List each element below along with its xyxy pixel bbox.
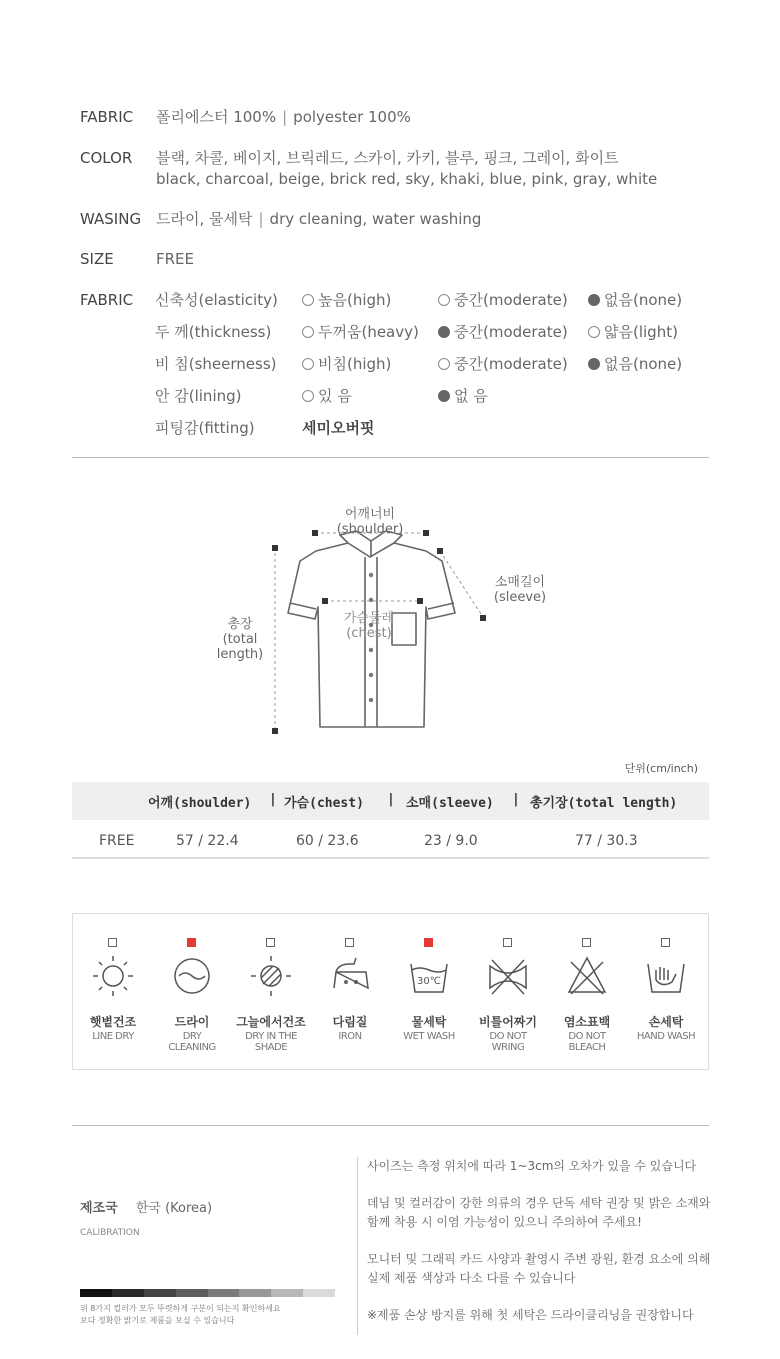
swatch (208, 1289, 240, 1297)
row-length: 77 / 30.3 (575, 833, 638, 849)
care-label-ko: 염소표백 (563, 1015, 611, 1029)
care-label-en-1: LINE DRY (92, 1031, 134, 1042)
length-label (208, 617, 272, 662)
washing-en: dry cleaning, water washing (269, 210, 482, 228)
calibration-swatches (80, 1289, 335, 1297)
checkbox-icon (187, 938, 196, 947)
note-monitor-1: 모니터 및 그래픽 카드 사양과 촬영시 주변 광원, 환경 요소에 의해 (367, 1252, 711, 1266)
property-name: 신축성(elasticity) (155, 291, 278, 309)
origin-value: 한국 (Korea) (135, 1201, 213, 1216)
property-option-label: 비침(high) (318, 355, 392, 373)
calibration-note-line: 위 8가지 컬러가 모두 뚜렷하게 구분이 되는지 확인하세요 (80, 1304, 281, 1313)
care-label-en (310, 1031, 390, 1042)
property-option-label: 없음(none) (604, 355, 683, 373)
no-bleach-icon (565, 954, 609, 998)
size-label: SIZE (80, 250, 114, 268)
sun-icon (91, 954, 135, 998)
length-en2: length) (216, 647, 264, 662)
property-option (438, 290, 568, 310)
row-shoulder: 57 / 22.4 (176, 833, 239, 849)
care-label-en-1: HAND WASH (636, 1031, 696, 1042)
header-sep-1: | (269, 792, 277, 807)
care-label-en-1: IRON (338, 1031, 362, 1042)
property-option (302, 290, 391, 310)
property-option (302, 322, 419, 342)
care-label-en (547, 1031, 627, 1053)
row-chest: 60 / 23.6 (296, 833, 359, 849)
swatch (80, 1289, 112, 1297)
shade-dry-icon (249, 954, 293, 998)
care-item (152, 914, 232, 1069)
washing-value: 드라이, 물세탁 | dry cleaning, water washing (156, 210, 482, 228)
care-label-en (389, 1031, 469, 1042)
property-option (438, 322, 568, 342)
size-table-row (72, 823, 709, 859)
color-ko: 블랙, 차콜, 베이지, 브릭레드, 스카이, 카키, 블루, 핑크, 그레이, 화이트 (156, 149, 619, 167)
care-label-en-2: WRING (491, 1042, 525, 1053)
length-ko: 총장 (227, 617, 253, 632)
checkbox-icon (661, 938, 670, 947)
care-label-en-2: SHADE (254, 1042, 288, 1053)
care-label-en-1: DRY (182, 1031, 202, 1042)
fabric-ko: 폴리에스터 100% (156, 108, 277, 126)
property-option (588, 354, 682, 374)
filled-circle-icon (588, 358, 600, 370)
property-option-label: 없 음 (454, 387, 488, 405)
washing-label: WASING (80, 210, 142, 228)
care-label-en-1: WET WASH (403, 1031, 455, 1042)
chest-ko: 가슴둘레 (343, 611, 395, 626)
fabric-en: polyester 100% (293, 108, 411, 126)
divider-bottom (72, 1125, 709, 1126)
care-item (310, 914, 390, 1069)
property-option (302, 386, 352, 406)
property-name: 비 침(sheerness) (155, 355, 277, 373)
care-label-en (152, 1031, 232, 1053)
properties-label: FABRIC (80, 291, 134, 309)
header-sep-3: | (512, 792, 520, 807)
swatch (112, 1289, 144, 1297)
washing-ko: 드라이, 물세탁 (156, 210, 253, 228)
chest-label (334, 611, 404, 641)
care-item (73, 914, 153, 1069)
color-label: COLOR (80, 149, 133, 167)
sleeve-en: (sleeve) (493, 590, 547, 605)
care-label-ko: 햇볕건조 (89, 1015, 137, 1029)
property-option (438, 386, 488, 406)
care-item (626, 914, 706, 1069)
header-sep-2: | (387, 792, 395, 807)
property-option-label: 얇음(light) (604, 323, 678, 341)
property-name: 두 께(thickness) (155, 323, 272, 341)
empty-circle-icon (302, 326, 314, 338)
row-sleeve: 23 / 9.0 (424, 833, 478, 849)
note-dryclean: ※제품 손상 방지를 위해 첫 세탁은 드라이클리닝을 권장합니다 (367, 1308, 694, 1322)
property-option-label: 두꺼움(heavy) (318, 323, 419, 341)
swatch (176, 1289, 208, 1297)
empty-circle-icon (438, 294, 450, 306)
property-option-label: 중간(moderate) (454, 355, 568, 373)
swatch (303, 1289, 335, 1297)
length-en1: (total (222, 632, 258, 647)
care-instructions (72, 913, 709, 1070)
note-denim (367, 1194, 717, 1232)
shoulder-ko: 어깨너비 (344, 507, 396, 522)
iron-icon (328, 954, 372, 998)
calibration-note-line: 보다 정확한 밝기로 제품을 보실 수 있습니다 (80, 1316, 235, 1325)
property-name: 안 감(lining) (155, 387, 242, 405)
swatch (239, 1289, 271, 1297)
care-label-ko: 손세탁 (648, 1015, 684, 1029)
note-denim-2: 함께 착용 시 이염 가능성이 있으니 주의하여 주세요! (367, 1215, 642, 1229)
shoulder-label (330, 507, 410, 537)
chest-en: (chest) (346, 626, 392, 641)
property-option-label: 없음(none) (604, 291, 683, 309)
no-wring-icon (486, 954, 530, 998)
note-monitor-2: 실제 제품 색상과 다소 다를 수 있습니다 (367, 1271, 576, 1285)
care-label-ko: 물세탁 (411, 1015, 447, 1029)
fabric-label: FABRIC (80, 108, 134, 126)
shoulder-en: (shoulder) (336, 522, 404, 537)
unit-label: 단위(cm/inch) (624, 762, 698, 775)
empty-circle-icon (588, 326, 600, 338)
checkbox-icon (424, 938, 433, 947)
fitting-name: 피팅감(fitting) (155, 419, 255, 437)
calibration-note (80, 1303, 281, 1327)
property-option-label: 중간(moderate) (454, 323, 568, 341)
fabric-value: 폴리에스터 100% | polyester 100% (156, 108, 411, 126)
care-label-en (626, 1031, 706, 1042)
notes (357, 1157, 717, 1335)
checkbox-icon (582, 938, 591, 947)
origin-info (80, 1197, 212, 1238)
fitting-value: 세미오버핏 (302, 419, 375, 437)
property-option (588, 322, 678, 342)
measurement-diagram (0, 495, 780, 755)
checkbox-icon (345, 938, 354, 947)
property-option-label: 높음(high) (318, 291, 392, 309)
care-label-ko: 그늘에서건조 (236, 1015, 306, 1029)
size-table-header (72, 782, 709, 820)
header-chest: 가슴(chest) (284, 796, 364, 811)
dry-clean-icon (170, 954, 214, 998)
property-option (302, 354, 391, 374)
origin-label: 제조국 (80, 1201, 118, 1216)
care-label-ko: 비틀어짜기 (479, 1015, 537, 1029)
svg-text:30℃: 30℃ (417, 976, 441, 987)
care-label-ko: 다림질 (332, 1015, 368, 1029)
note-denim-1: 데님 및 컬러감이 강한 의류의 경우 단독 세탁 권장 및 밝은 소재와 (367, 1196, 711, 1210)
care-item (389, 914, 469, 1069)
care-label-en-1: DO NOT (568, 1031, 606, 1042)
swatch (271, 1289, 303, 1297)
empty-circle-icon (302, 358, 314, 370)
empty-circle-icon (438, 358, 450, 370)
property-option-label: 중간(moderate) (454, 291, 568, 309)
care-label-en (468, 1031, 548, 1053)
filled-circle-icon (438, 390, 450, 402)
sleeve-label (485, 575, 555, 605)
care-label-ko: 드라이 (174, 1015, 210, 1029)
header-shoulder: 어깨(shoulder) (148, 796, 252, 811)
checkbox-icon (503, 938, 512, 947)
property-option (438, 354, 568, 374)
filled-circle-icon (438, 326, 450, 338)
checkbox-icon (266, 938, 275, 947)
care-label-en-1: DRY IN THE (245, 1031, 297, 1042)
size-value: FREE (156, 250, 195, 268)
care-label-en-2: BLEACH (568, 1042, 606, 1053)
swatch (144, 1289, 176, 1297)
wash-tub-icon (407, 954, 451, 998)
care-label-en-1: DO NOT (489, 1031, 527, 1042)
note-monitor (367, 1250, 717, 1288)
color-en: black, charcoal, beige, brick red, sky, khaki, blue, pink, gray, white (156, 170, 658, 188)
care-label-en-2: CLEANING (168, 1042, 216, 1053)
note-size: 사이즈는 측정 위치에 따라 1~3cm의 오차가 있을 수 있습니다 (367, 1159, 697, 1173)
divider (72, 457, 709, 458)
property-option-label: 있 음 (318, 387, 352, 405)
calibration-label: CALIBRATION (80, 1228, 140, 1238)
property-option (588, 290, 682, 310)
care-label-en (73, 1031, 153, 1042)
checkbox-icon (108, 938, 117, 947)
care-item (231, 914, 311, 1069)
row-size: FREE (99, 833, 135, 849)
care-item (547, 914, 627, 1069)
header-sleeve: 소매(sleeve) (406, 796, 494, 811)
header-length: 총기장(total length) (530, 796, 678, 811)
sleeve-ko: 소매길이 (494, 575, 546, 590)
empty-circle-icon (302, 390, 314, 402)
care-item (468, 914, 548, 1069)
filled-circle-icon (588, 294, 600, 306)
hand-wash-icon (644, 954, 688, 998)
empty-circle-icon (302, 294, 314, 306)
care-label-en (231, 1031, 311, 1053)
